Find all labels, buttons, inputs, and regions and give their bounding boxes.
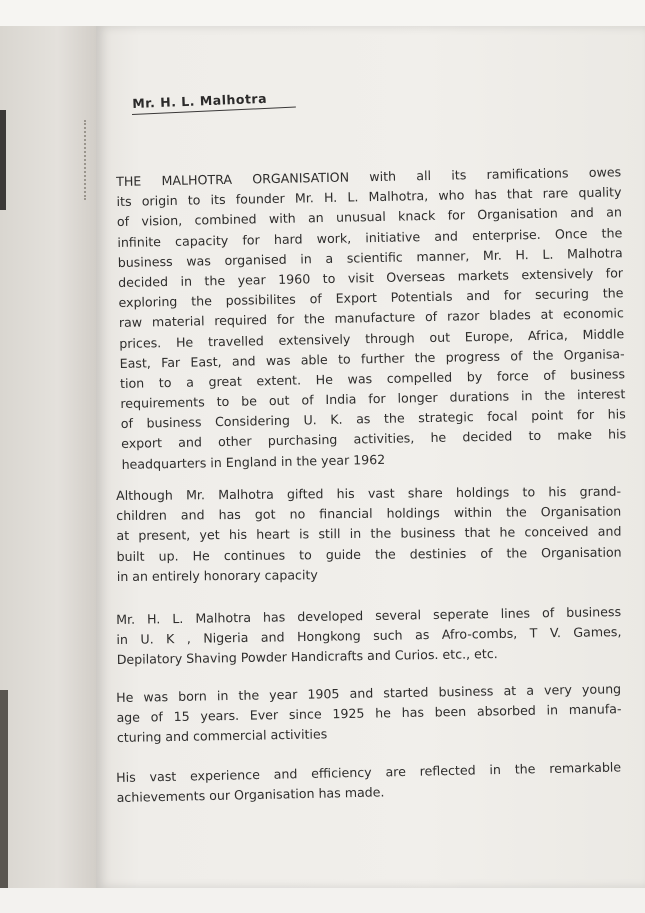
text-line: cturing and commercial activities bbox=[116, 726, 328, 746]
text-line: tion to a great extent. He was compelled by force of business bbox=[119, 366, 626, 391]
text-line: requirements to be out of India for longer durations in the interest bbox=[120, 386, 626, 412]
text-line: Mr. H. L. Malhotra has developed several seperate lines of business bbox=[116, 604, 622, 627]
text-line: of vision, combined with an unusual knack for Organisation and an bbox=[116, 204, 623, 230]
left-page-shadow bbox=[0, 110, 6, 210]
paragraph-4 bbox=[116, 679, 622, 748]
paragraph-1 bbox=[116, 162, 627, 474]
spine-stitching bbox=[84, 120, 92, 200]
text-line: export and other purchasing activities, he decided to make his bbox=[121, 426, 627, 452]
text-line: children and has got no financial holdings within the Organisation bbox=[116, 503, 622, 524]
text-line: THE MALHOTRA ORGANISATION with all its ramifications owes bbox=[116, 164, 622, 189]
text-line: headquarters in England in the year 1962 bbox=[121, 451, 386, 472]
text-line: age of 15 years. Ever since 1925 he has been absorbed in manufa- bbox=[116, 701, 622, 726]
text-line: business was organised in a scientific manner, Mr. H. L. Malhotra bbox=[117, 245, 623, 270]
text-line: in U. K , Nigeria and Hongkong such as Afro-combs, T V. Games, bbox=[116, 624, 622, 648]
text-line: achievements our Organisation has made. bbox=[116, 784, 385, 806]
text-line: raw material required for the manufacture of razor blades at economic bbox=[118, 305, 624, 331]
text-line: exploring the possibilites of Export Potentials and for securing the bbox=[118, 285, 624, 311]
text-line: Although Mr. Malhotra gifted his vast share holdings to his grand- bbox=[116, 483, 622, 503]
text-line: of business Considering U. K. as the strategic focal point for his bbox=[120, 406, 626, 432]
left-page-edge bbox=[0, 26, 96, 888]
paragraph-3 bbox=[116, 602, 622, 670]
text-line: East, Far East, and was able to further the progress of the Organisa- bbox=[119, 345, 625, 371]
text-line: its origin to its founder Mr. H. L. Malhotra, who has that rare quality bbox=[116, 184, 622, 210]
text-line: infinite capacity for hard work, initiative and enterprise. Once the bbox=[117, 224, 623, 250]
text-line: He was born in the year 1905 and started business at a very young bbox=[116, 681, 622, 705]
paragraph-2 bbox=[116, 482, 622, 587]
text-line: built up. He continues to guide the destinies of the Organisation bbox=[116, 544, 622, 564]
text-line: in an entirely honorary capacity bbox=[116, 566, 318, 584]
text-line: His vast experience and efficiency are reflected in the remarkable bbox=[116, 759, 622, 785]
text-line: at present, yet his heart is still in the business that he conceived and bbox=[116, 523, 622, 544]
text-line: decided in the year 1960 to visit Overseas markets extensively for bbox=[117, 265, 624, 290]
left-page-shadow-lower bbox=[0, 690, 8, 890]
text-line: Depilatory Shaving Powder Handicrafts and Curios. etc., etc. bbox=[116, 646, 498, 668]
text-line: prices. He travelled extensively through out Europe, Africa, Middle bbox=[119, 325, 625, 351]
page-heading: Mr. H. L. Malhotra bbox=[132, 90, 268, 111]
bottom-margin bbox=[0, 888, 645, 913]
